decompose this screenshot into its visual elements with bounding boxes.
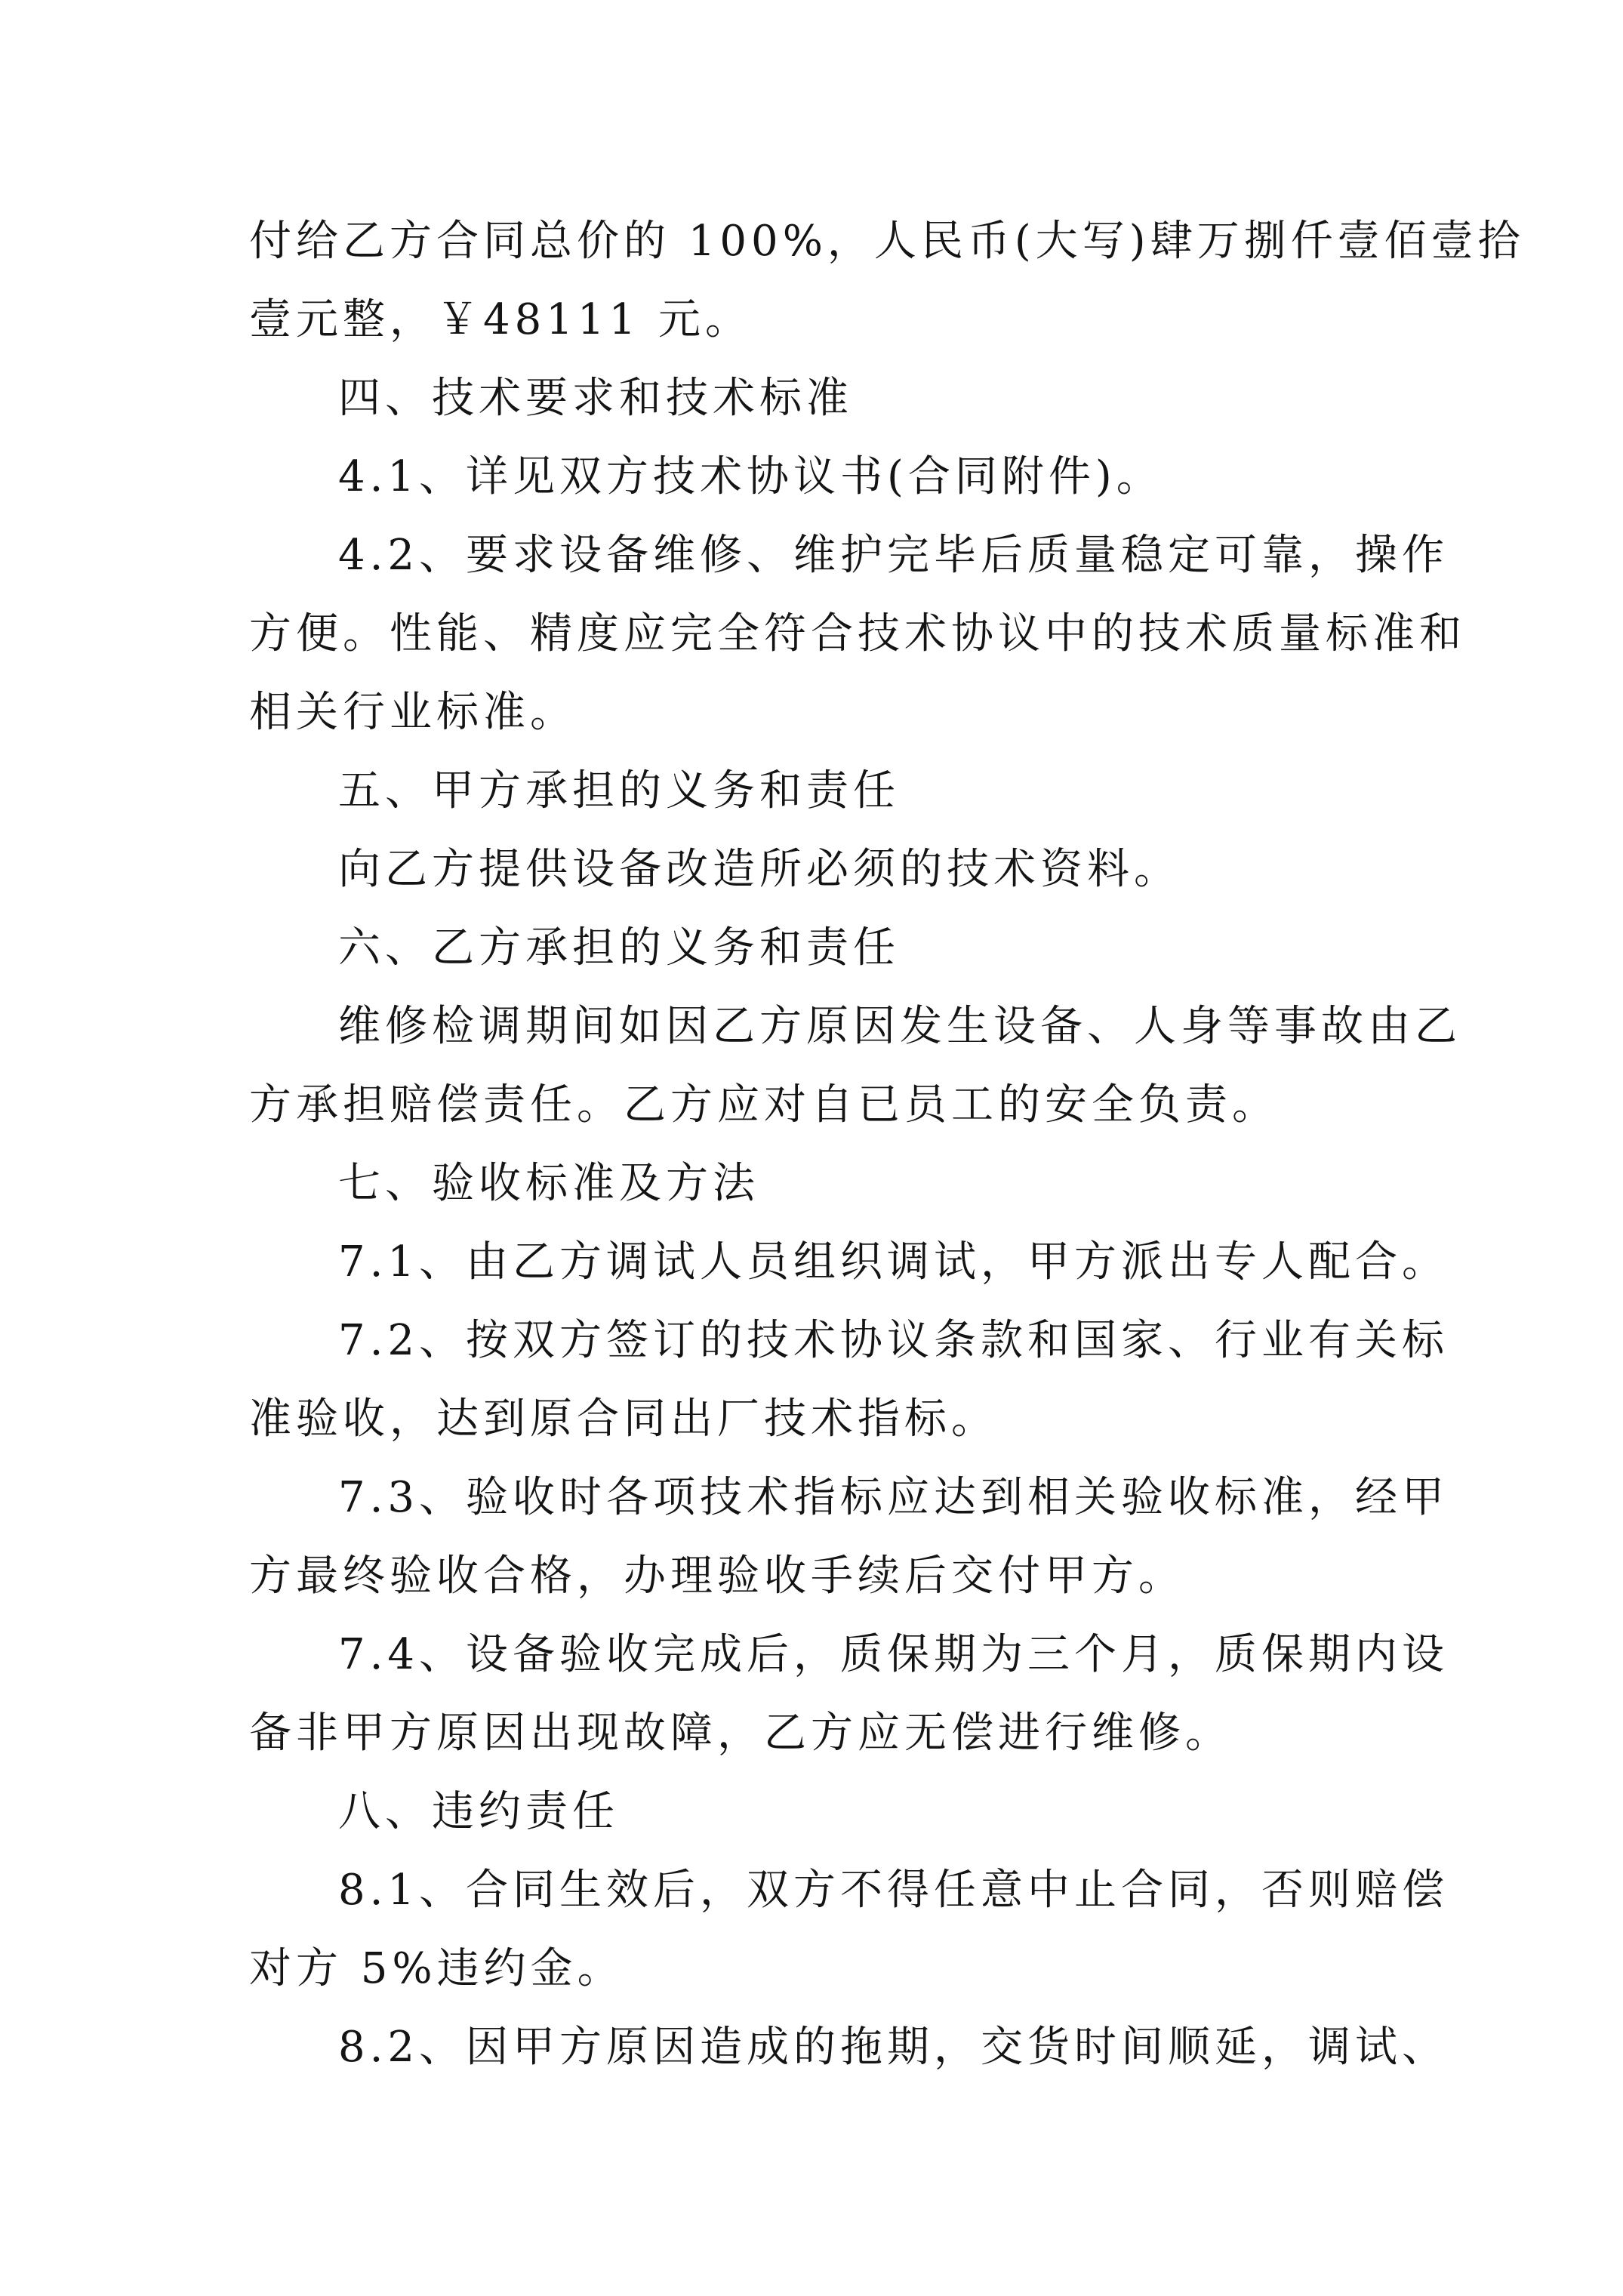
paragraph-line: 准验收，达到原合同出厂技术指标。 [249, 1395, 998, 1444]
paragraph-line: 备非甲方原因出现故障，乙方应无偿进行维修。 [249, 1709, 1232, 1758]
paragraph-line: 维修检调期间如因乙方原因发生设备、人身等事故由乙 [338, 1002, 1461, 1051]
paragraph-line: 7.1、由乙方调试人员组织调试，甲方派出专人配合。 [338, 1237, 1449, 1287]
paragraph-line: 4.1、详见双方技术协议书(合同附件)。 [338, 452, 1163, 501]
paragraph-line: 对方 5%违约金。 [249, 1944, 624, 1993]
section-heading: 五、甲方承担的义务和责任 [338, 766, 900, 815]
paragraph-line: 7.4、设备验收完成后，质保期为三个月，质保期内设 [338, 1630, 1449, 1679]
paragraph-line: 壹元整，￥48111 元。 [249, 295, 752, 344]
paragraph-line: 4.2、要求设备维修、维护完毕后质量稳定可靠，操作 [338, 531, 1449, 580]
section-heading: 四、技术要求和技术标准 [338, 374, 853, 423]
paragraph-line: 方便。性能、精度应完全符合技术协议中的技术质量标准和 [249, 609, 1466, 658]
paragraph-line: 8.1、合同生效后，双方不得任意中止合同，否则赔偿 [338, 1866, 1449, 1915]
section-heading: 七、验收标准及方法 [338, 1159, 759, 1208]
paragraph-line: 7.2、按双方签订的技术协议条款和国家、行业有关标 [338, 1316, 1449, 1365]
paragraph-line: 8.2、因甲方原因造成的拖期，交货时间顺延，调试、 [338, 2023, 1449, 2072]
section-heading: 六、乙方承担的义务和责任 [338, 923, 900, 972]
paragraph-line: 方承担赔偿责任。乙方应对自已员工的安全负责。 [249, 1080, 1279, 1130]
paragraph-line: 付给乙方合同总价的 100%，人民币(大写)肆万捌仟壹佰壹拾 [249, 217, 1525, 266]
section-heading: 八、违约责任 [338, 1787, 619, 1836]
paragraph-line: 方最终验收合格，办理验收手续后交付甲方。 [249, 1552, 1185, 1601]
document-body [249, 202, 1525, 2087]
paragraph-line: 向乙方提供设备改造所必须的技术资料。 [338, 845, 1181, 894]
paragraph-line: 相关行业标准。 [249, 688, 577, 737]
paragraph-line: 7.3、验收时各项技术指标应达到相关验收标准，经甲 [338, 1473, 1449, 1522]
